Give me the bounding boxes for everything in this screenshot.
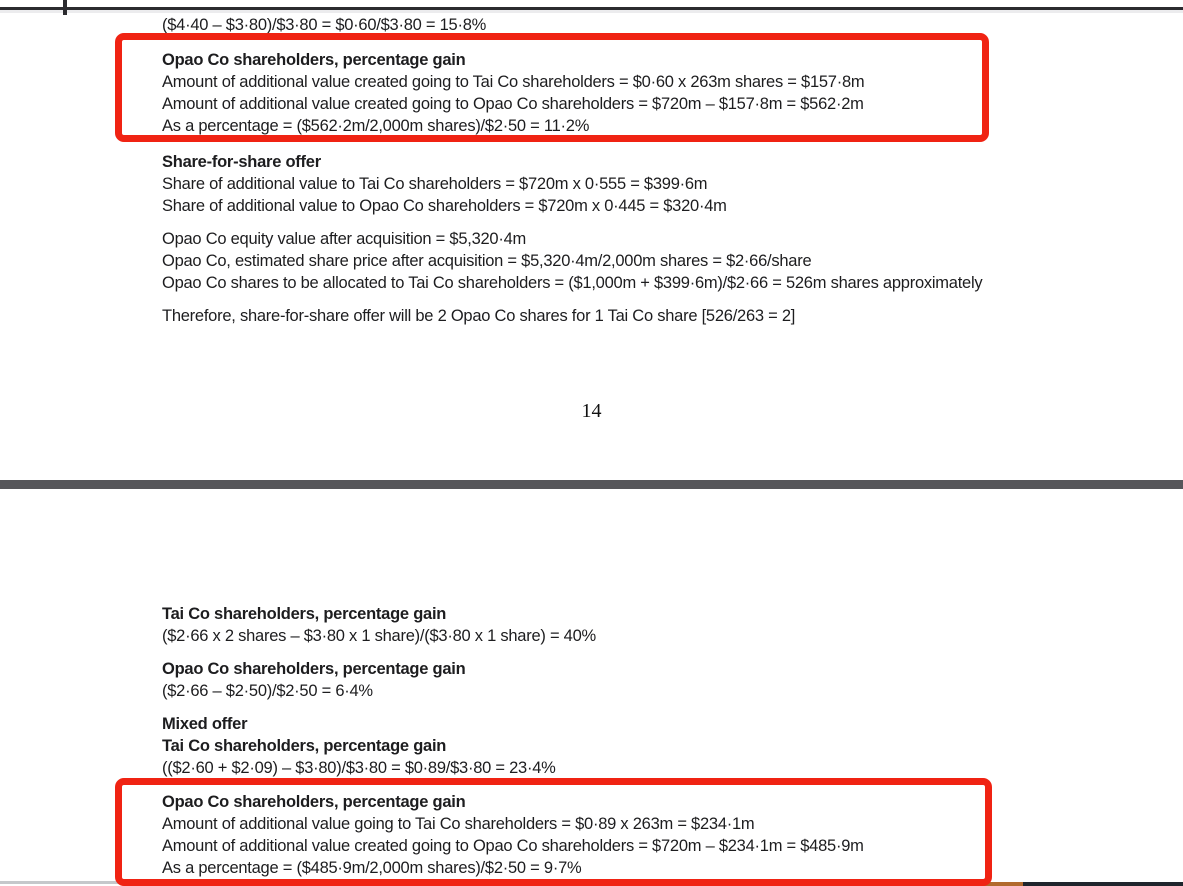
formula-line: Opao Co shares to be allocated to Tai Co shareholders = ($1,000m + $399·6m)/$2·66 = 526m shares approximately [162, 274, 983, 292]
section-heading: Opao Co shareholders, percentage gain [162, 51, 466, 69]
window-top-shadow [0, 10, 1183, 13]
formula-line: Opao Co equity value after acquisition = $5,320·4m [162, 230, 527, 248]
section-heading: Opao Co shareholders, percentage gain [162, 793, 466, 811]
annotation-box-2 [115, 778, 992, 886]
formula-line: Amount of additional value going to Tai Co shareholders = $0·89 x 263m = $234·1m [162, 815, 755, 833]
annotation-box-1 [115, 33, 989, 142]
formula-line: Opao Co, estimated share price after acquisition = $5,320·4m/2,000m shares = $2·66/share [162, 252, 812, 270]
equity-paragraph [162, 228, 982, 294]
mixed-offer-paragraph [162, 713, 556, 779]
opao-gain-paragraph [162, 658, 465, 702]
formula-line: (($2·60 + $2·09) – $3·80)/$3·80 = $0·89/$3·80 = 23·4% [162, 759, 556, 777]
top-clip-mask [0, 0, 1183, 7]
formula-line: Share of additional value to Opao Co shareholders = $720m x 0·445 = $320·4m [162, 197, 727, 215]
conclusion-paragraph [162, 305, 795, 327]
page-edge-tick [63, 0, 67, 15]
formula-line: Amount of additional value created going to Opao Co shareholders = $720m – $234·1m = $485·9m [162, 837, 864, 855]
formula-line: As a percentage = ($562·2m/2,000m shares)/$2·50 = 11·2% [162, 117, 590, 135]
page-number: 14 [581, 400, 602, 422]
section-heading: Mixed offer [162, 715, 248, 733]
section-subheading: Tai Co shareholders, percentage gain [162, 737, 447, 755]
formula-line: As a percentage = ($485·9m/2,000m shares)/$2·50 = 9·7% [162, 859, 582, 877]
formula-line: Share of additional value to Tai Co shareholders = $720m x 0·555 = $399·6m [162, 175, 708, 193]
tai-gain-paragraph [162, 603, 596, 647]
formula-line: ($2·66 x 2 shares – $3·80 x 1 share)/($3·80 x 1 share) = 40% [162, 627, 596, 645]
formula-line: ($2·66 – $2·50)/$2·50 = 6·4% [162, 682, 373, 700]
conclusion-line: Therefore, share-for-share offer will be 2 Opao Co shares for 1 Tai Co share [526/263 = 2] [162, 307, 796, 325]
section-heading: Share-for-share offer [162, 153, 321, 171]
page-divider [0, 480, 1183, 489]
share-for-share-paragraph [162, 151, 727, 217]
section-heading: Tai Co shareholders, percentage gain [162, 605, 447, 623]
formula-line: ($4·40 – $3·80)/$3·80 = $0·60/$3·80 = 15·8% [162, 16, 487, 34]
formula-line: Amount of additional value created going to Tai Co shareholders = $0·60 x 263m shares = $157·8m [162, 73, 865, 91]
window-top-border [0, 7, 1183, 10]
section-heading: Opao Co shareholders, percentage gain [162, 660, 466, 678]
bottom-edge-dark-segment [1023, 882, 1183, 886]
formula-line: Amount of additional value created going to Opao Co shareholders = $720m – $157·8m = $562·2m [162, 95, 864, 113]
